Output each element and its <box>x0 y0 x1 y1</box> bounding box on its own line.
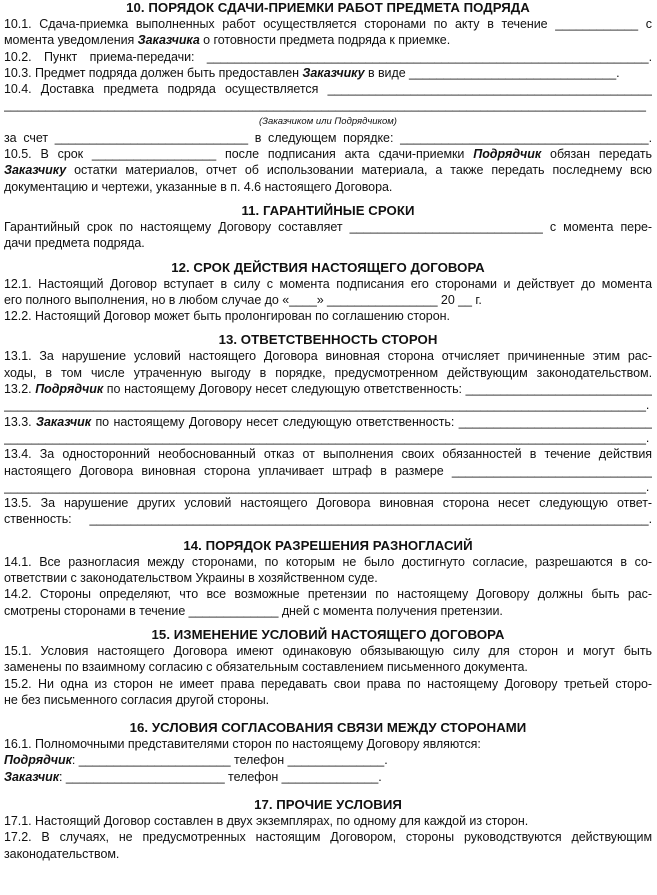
clause-10-1-line-2: момента уведомления Заказчика о готовности предмета подряда к приемке. <box>4 33 451 48</box>
blank-line: _____________________________________________________________________________________________. <box>4 430 650 445</box>
clause-10-1-line-1: 10.1. Сдача-приемка выполненных работ осуществляется сторонами по акту в течение ____________ с <box>4 17 652 31</box>
clause-16-1: 16.1. Полномочными представителями сторон по настоящему Договору являются: <box>4 737 481 752</box>
blank-line: _____________________________________________________________________________________________ <box>4 98 646 113</box>
party-contractor: Подрядчик <box>473 147 542 162</box>
field-hint: (Заказчиком или Подрядчиком) <box>259 115 397 127</box>
blank-line: _____________________________________________________________________________________________. <box>4 398 650 413</box>
party-contractor: Подрядчик <box>35 382 104 397</box>
clause-13-2: 13.2. Подрядчик по настоящему Договору несет следующую ответственность: ___________________________ <box>4 382 652 397</box>
party-customer: Заказчика <box>137 33 200 48</box>
clause-15-2-line-2: не без письменного согласия другой стороны. <box>4 692 270 707</box>
blank-line: _____________________________________________________________________________________________. <box>4 479 650 494</box>
party-customer: Заказчику <box>4 163 67 178</box>
clause-10-3: 10.3. Предмет подряда должен быть предоставлен Заказчику в виде ______________________________. <box>4 65 620 80</box>
clause-12-1-line-1: 12.1. Настоящий Договор вступает в силу с момента подписания его сторонами и действует до момента <box>4 276 652 291</box>
clause-10-5-line-2: Заказчику остатки материалов, отчет об использовании материала, а также передать последнему всю <box>4 163 652 178</box>
clause-13-1-line-1: 13.1. За нарушение условий настоящего Договора виновная сторона отчисляет причиненные этим рас- <box>4 349 652 364</box>
clause-10-4-cont: за счет ____________________________ в следующем порядке: ____________________________________. <box>4 130 652 145</box>
clause-17-2-line-2: законодательством. <box>4 846 120 861</box>
party-customer: Заказчику <box>302 65 365 80</box>
clause-12-2: 12.2. Настоящий Договор может быть пролонгирован по соглашению сторон. <box>4 309 450 324</box>
clause-10-5-line-1: 10.5. В срок __________________ после подписания акта сдачи-приемки Подрядчик обязан передать <box>4 147 652 162</box>
clause-14-2-line-2: смотрены сторонами в течение _____________ дней с момента получения претензии. <box>4 603 503 618</box>
section-15-title: 15. ИЗМЕНЕНИЕ УСЛОВИЙ НАСТОЯЩЕГО ДОГОВОРА <box>151 626 505 642</box>
clause-13-5-line-1: 13.5. За нарушение других условий настоящего Договора виновная сторона несет следующую ответ- <box>4 496 652 511</box>
section-12-title: 12. СРОК ДЕЙСТВИЯ НАСТОЯЩЕГО ДОГОВОРА <box>171 259 485 275</box>
section-11-title: 11. ГАРАНТИЙНЫЕ СРОКИ <box>241 202 415 218</box>
clause-11-line-1: Гарантийный срок по настоящему Договору составляет ____________________________ с момента пере- <box>4 219 652 234</box>
clause-14-1-line-2: ответствии с законодательством Украины в хозяйственном суде. <box>4 571 378 586</box>
party-customer: Заказчик <box>4 769 60 784</box>
party-customer: Заказчик <box>35 414 92 429</box>
customer-contact: Заказчик: _______________________ телефон ______________. <box>4 769 382 784</box>
clause-17-2-line-1: 17.2. В случаях, не предусмотренных настоящим Договором, стороны руководствуются действующим <box>4 830 652 845</box>
section-17-title: 17. ПРОЧИЕ УСЛОВИЯ <box>254 796 402 812</box>
clause-15-1-line-2: заменены по взаимному согласию с обязательным составлением письменного документа. <box>4 660 528 675</box>
section-14-title: 14. ПОРЯДОК РАЗРЕШЕНИЯ РАЗНОГЛАСИЙ <box>183 537 473 553</box>
section-13-title: 13. ОТВЕТСТВЕННОСТЬ СТОРОН <box>218 332 438 348</box>
section-10-title: 10. ПОРЯДОК СДАЧИ-ПРИЕМКИ РАБОТ ПРЕДМЕТА ПОДРЯДА <box>126 0 530 15</box>
clause-13-5-line-2: ственность: _________________________________________________________________________________. <box>4 512 652 527</box>
clause-11-line-2: дачи предмета подряда. <box>4 236 145 251</box>
clause-10-2: 10.2. Пункт приема-передачи: ________________________________________________________________. <box>4 49 652 64</box>
clause-15-1-line-1: 15.1. Условия настоящего Договора имеют одинаковую обязывающую силу для сторон и могут быть <box>4 643 652 658</box>
contractor-contact: Подрядчик: ______________________ телефон ______________. <box>4 753 388 768</box>
clause-14-1-line-1: 14.1. Все разногласия между сторонами, по которым не было достигнуто согласие, разрешаются в со- <box>4 554 652 569</box>
clause-13-4-line-1: 13.4. За односторонний необоснованный отказ от выполнения своих обязанностей в течение действия <box>4 447 652 462</box>
contract-page <box>4 0 652 862</box>
clause-13-4-line-2: настоящего Договора виновная сторона уплачивает штраф в размере _____________________________ <box>4 463 652 478</box>
section-16-title: 16. УСЛОВИЯ СОГЛАСОВАНИЯ СВЯЗИ МЕЖДУ СТОРОНАМИ <box>129 720 527 736</box>
clause-13-1-line-2: ходы, в том числе утраченную выгоду в порядке, предусмотренном действующим законодательством. <box>4 365 652 380</box>
clause-12-1-line-2: его полного выполнения, но в любом случае до «____» ________________ 20 __ г. <box>4 292 482 307</box>
clause-10-5-line-3: документацию и чертежи, указанные в п. 4.6 настоящего Договора. <box>4 179 393 194</box>
party-contractor: Подрядчик <box>4 753 72 768</box>
clause-17-1: 17.1. Настоящий Договор составлен в двух экземплярах, по одному для каждой из сторон. <box>4 813 529 828</box>
clause-15-2-line-1: 15.2. Ни одна из сторон не имеет права передавать свои права по настоящему Договору третьей сторо- <box>4 676 652 691</box>
clause-14-2-line-1: 14.2. Стороны определяют, что все возможные претензии по настоящему Договору должны быть рас- <box>4 587 652 602</box>
clause-10-4: 10.4. Доставка предмета подряда осуществляется _______________________________________________ <box>4 82 652 97</box>
clause-13-3: 13.3. Заказчик по настоящему Договору несет следующую ответственность: ____________________________ <box>4 414 652 429</box>
